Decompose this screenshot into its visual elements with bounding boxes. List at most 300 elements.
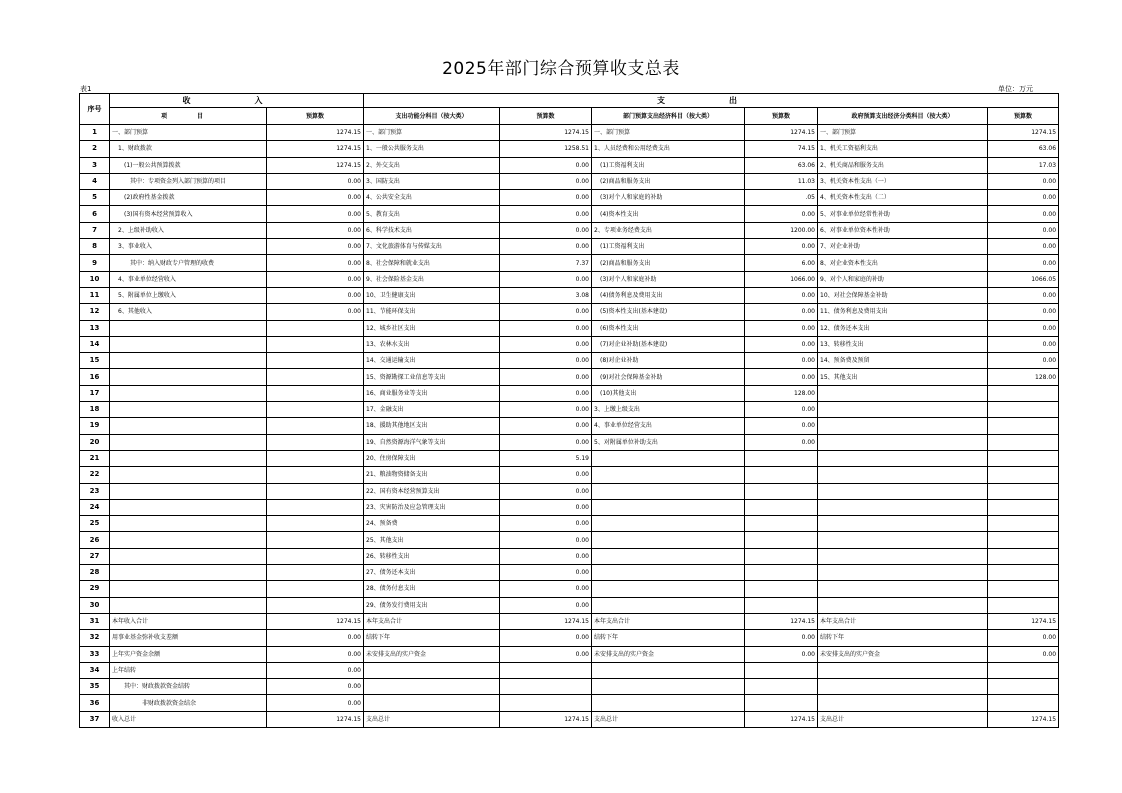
income-value: 0.00 bbox=[267, 206, 364, 222]
dept-econ-item: 2、专项业务经费支出 bbox=[592, 222, 745, 238]
func-class-value bbox=[500, 679, 592, 695]
income-item bbox=[110, 548, 267, 564]
gov-econ-item: 9、对个人和家庭的补助 bbox=[818, 271, 988, 287]
dept-econ-value bbox=[745, 516, 818, 532]
func-class-item bbox=[364, 679, 500, 695]
gov-econ-value: 0.00 bbox=[988, 206, 1059, 222]
func-class-value: 0.00 bbox=[500, 304, 592, 320]
row-seq: 18 bbox=[80, 402, 110, 418]
income-value: 1274.15 bbox=[267, 711, 364, 727]
func-class-item: 支出总计 bbox=[364, 711, 500, 727]
func-class-value: 0.00 bbox=[500, 320, 592, 336]
income-value: 0.00 bbox=[267, 679, 364, 695]
gov-econ-item bbox=[818, 467, 988, 483]
gov-econ-item: 5、对事业单位经常性补助 bbox=[818, 206, 988, 222]
func-class-value bbox=[500, 662, 592, 678]
row-seq: 30 bbox=[80, 597, 110, 613]
func-class-item: 1、一般公共服务支出 bbox=[364, 141, 500, 157]
income-item: 上年结转 bbox=[110, 662, 267, 678]
dept-econ-value bbox=[745, 581, 818, 597]
income-value bbox=[267, 434, 364, 450]
row-seq: 10 bbox=[80, 271, 110, 287]
dept-econ-value: 0.00 bbox=[745, 320, 818, 336]
row-seq: 31 bbox=[80, 613, 110, 629]
gov-econ-item bbox=[818, 385, 988, 401]
header-dept-econ: 部门预算支出经济科目（按大类） bbox=[592, 108, 745, 125]
table-row bbox=[80, 271, 1059, 287]
income-value: 0.00 bbox=[267, 630, 364, 646]
row-seq: 33 bbox=[80, 646, 110, 662]
income-value: 0.00 bbox=[267, 287, 364, 303]
dept-econ-value: 74.15 bbox=[745, 141, 818, 157]
func-class-item: 14、交通运输支出 bbox=[364, 353, 500, 369]
gov-econ-value: 0.00 bbox=[988, 336, 1059, 352]
income-item: 其中：纳入财政专户管理的收费 bbox=[110, 255, 267, 271]
income-item bbox=[110, 369, 267, 385]
table-row bbox=[80, 157, 1059, 173]
income-value bbox=[267, 369, 364, 385]
page-title: 2025年部门综合预算收支总表 bbox=[442, 59, 680, 79]
table-row bbox=[80, 255, 1059, 271]
func-class-value: 0.00 bbox=[500, 402, 592, 418]
income-item: 3、事业收入 bbox=[110, 239, 267, 255]
header-gov-econ: 政府预算支出经济分类科目（按大类） bbox=[818, 108, 988, 125]
row-seq: 7 bbox=[80, 222, 110, 238]
dept-econ-item bbox=[592, 467, 745, 483]
func-class-item: 28、债务付息支出 bbox=[364, 581, 500, 597]
gov-econ-item bbox=[818, 402, 988, 418]
gov-econ-value: 1066.05 bbox=[988, 271, 1059, 287]
gov-econ-value bbox=[988, 565, 1059, 581]
row-seq: 34 bbox=[80, 662, 110, 678]
income-value: 0.00 bbox=[267, 222, 364, 238]
income-item bbox=[110, 385, 267, 401]
income-item: 1、财政拨款 bbox=[110, 141, 267, 157]
func-class-item: 23、灾害防治及应急管理支出 bbox=[364, 499, 500, 515]
table-row bbox=[80, 222, 1059, 238]
func-class-item: 11、节能环保支出 bbox=[364, 304, 500, 320]
dept-econ-item: (9)对社会保障基金补助 bbox=[592, 369, 745, 385]
table-row bbox=[80, 206, 1059, 222]
row-seq: 28 bbox=[80, 565, 110, 581]
func-class-value: 1274.15 bbox=[500, 125, 592, 141]
dept-econ-value: 1274.15 bbox=[745, 613, 818, 629]
dept-econ-item bbox=[592, 662, 745, 678]
dept-econ-value: 11.03 bbox=[745, 173, 818, 189]
func-class-item: 20、住房保障支出 bbox=[364, 450, 500, 466]
gov-econ-item: 2、机关商品和服务支出 bbox=[818, 157, 988, 173]
func-class-item bbox=[364, 662, 500, 678]
func-class-item: 2、外交支出 bbox=[364, 157, 500, 173]
table-row bbox=[80, 499, 1059, 515]
unit-label: 单位：万元 bbox=[998, 85, 1033, 93]
dept-econ-value bbox=[745, 597, 818, 613]
header-budget: 预算数 bbox=[745, 108, 818, 125]
income-value: 0.00 bbox=[267, 304, 364, 320]
func-class-value: 0.00 bbox=[500, 548, 592, 564]
gov-econ-value: 0.00 bbox=[988, 320, 1059, 336]
gov-econ-value: 0.00 bbox=[988, 287, 1059, 303]
income-value: 0.00 bbox=[267, 271, 364, 287]
income-item: 本年收入合计 bbox=[110, 613, 267, 629]
func-class-value: 7.37 bbox=[500, 255, 592, 271]
gov-econ-value bbox=[988, 418, 1059, 434]
func-class-item: 10、卫生健康支出 bbox=[364, 287, 500, 303]
dept-econ-value: 0.00 bbox=[745, 402, 818, 418]
dept-econ-item: (5)资本性支出(基本建设) bbox=[592, 304, 745, 320]
income-value: 0.00 bbox=[267, 695, 364, 711]
dept-econ-value: 0.00 bbox=[745, 206, 818, 222]
dept-econ-value bbox=[745, 499, 818, 515]
gov-econ-value bbox=[988, 385, 1059, 401]
func-class-item: 7、文化旅游体育与传媒支出 bbox=[364, 239, 500, 255]
dept-econ-item bbox=[592, 516, 745, 532]
income-value: 0.00 bbox=[267, 662, 364, 678]
table-row bbox=[80, 679, 1059, 695]
gov-econ-item: 15、其他支出 bbox=[818, 369, 988, 385]
dept-econ-item: (3)对个人和家庭补助 bbox=[592, 271, 745, 287]
gov-econ-value: 0.00 bbox=[988, 190, 1059, 206]
income-value bbox=[267, 499, 364, 515]
income-item: 2、上级补助收入 bbox=[110, 222, 267, 238]
gov-econ-item: 一、部门预算 bbox=[818, 125, 988, 141]
table-row bbox=[80, 597, 1059, 613]
func-class-item: 22、国有资本经营预算支出 bbox=[364, 483, 500, 499]
func-class-item: 未安排支出的实户资金 bbox=[364, 646, 500, 662]
income-item bbox=[110, 336, 267, 352]
row-seq: 15 bbox=[80, 353, 110, 369]
row-seq: 4 bbox=[80, 173, 110, 189]
row-seq: 6 bbox=[80, 206, 110, 222]
table-row bbox=[80, 190, 1059, 206]
func-class-value: 0.00 bbox=[500, 173, 592, 189]
gov-econ-item: 8、对企业资本性支出 bbox=[818, 255, 988, 271]
gov-econ-item bbox=[818, 532, 988, 548]
income-item bbox=[110, 499, 267, 515]
income-item: (1)一般公共预算拨款 bbox=[110, 157, 267, 173]
dept-econ-item bbox=[592, 532, 745, 548]
dept-econ-value bbox=[745, 483, 818, 499]
dept-econ-value: 0.00 bbox=[745, 434, 818, 450]
dept-econ-value: 0.00 bbox=[745, 418, 818, 434]
table-row bbox=[80, 125, 1059, 141]
row-seq: 1 bbox=[80, 125, 110, 141]
func-class-item: 26、转移性支出 bbox=[364, 548, 500, 564]
dept-econ-value bbox=[745, 679, 818, 695]
dept-econ-item: (3)对个人和家庭的补助 bbox=[592, 190, 745, 206]
income-value bbox=[267, 516, 364, 532]
func-class-item: 29、债务发行费用支出 bbox=[364, 597, 500, 613]
func-class-item: 27、债务还本支出 bbox=[364, 565, 500, 581]
income-value: 1274.15 bbox=[267, 157, 364, 173]
dept-econ-value: 0.00 bbox=[745, 630, 818, 646]
func-class-value: 0.00 bbox=[500, 369, 592, 385]
income-value bbox=[267, 385, 364, 401]
gov-econ-value bbox=[988, 695, 1059, 711]
dept-econ-value bbox=[745, 662, 818, 678]
func-class-value: 0.00 bbox=[500, 434, 592, 450]
func-class-item: 15、资源勘探工业信息等支出 bbox=[364, 369, 500, 385]
dept-econ-item bbox=[592, 679, 745, 695]
table-row bbox=[80, 336, 1059, 352]
dept-econ-item bbox=[592, 695, 745, 711]
header-expense: 支 出 bbox=[364, 94, 1059, 108]
table-row bbox=[80, 369, 1059, 385]
dept-econ-value: 0.00 bbox=[745, 646, 818, 662]
gov-econ-item bbox=[818, 679, 988, 695]
row-seq: 19 bbox=[80, 418, 110, 434]
income-item bbox=[110, 418, 267, 434]
func-class-item: 24、预备费 bbox=[364, 516, 500, 532]
dept-econ-value: 63.06 bbox=[745, 157, 818, 173]
gov-econ-value bbox=[988, 483, 1059, 499]
gov-econ-value: 1274.15 bbox=[988, 125, 1059, 141]
table-row bbox=[80, 548, 1059, 564]
table-row bbox=[80, 418, 1059, 434]
func-class-item: 本年支出合计 bbox=[364, 613, 500, 629]
row-seq: 14 bbox=[80, 336, 110, 352]
dept-econ-value: 1200.00 bbox=[745, 222, 818, 238]
gov-econ-value bbox=[988, 597, 1059, 613]
income-item bbox=[110, 581, 267, 597]
func-class-item: 6、科学技术支出 bbox=[364, 222, 500, 238]
income-item: (2)政府性基金拨款 bbox=[110, 190, 267, 206]
header-row-columns bbox=[80, 108, 1059, 125]
gov-econ-value: 0.00 bbox=[988, 173, 1059, 189]
gov-econ-value: 128.00 bbox=[988, 369, 1059, 385]
header-row-groups bbox=[80, 94, 1059, 108]
dept-econ-item: (2)商品和服务支出 bbox=[592, 255, 745, 271]
gov-econ-item: 本年支出合计 bbox=[818, 613, 988, 629]
income-item bbox=[110, 565, 267, 581]
row-seq: 29 bbox=[80, 581, 110, 597]
gov-econ-item: 7、对企业补助 bbox=[818, 239, 988, 255]
income-value bbox=[267, 597, 364, 613]
table-row bbox=[80, 613, 1059, 629]
gov-econ-value: 0.00 bbox=[988, 353, 1059, 369]
func-class-value: 0.00 bbox=[500, 483, 592, 499]
table-row bbox=[80, 581, 1059, 597]
func-class-value: 1274.15 bbox=[500, 613, 592, 629]
func-class-value: 0.00 bbox=[500, 597, 592, 613]
func-class-value: 0.00 bbox=[500, 581, 592, 597]
row-seq: 21 bbox=[80, 450, 110, 466]
income-item bbox=[110, 450, 267, 466]
table-row bbox=[80, 239, 1059, 255]
header-item: 项 目 bbox=[110, 108, 267, 125]
gov-econ-item bbox=[818, 499, 988, 515]
func-class-item: 25、其他支出 bbox=[364, 532, 500, 548]
func-class-item: 21、粮油物资储备支出 bbox=[364, 467, 500, 483]
gov-econ-item: 12、债务还本支出 bbox=[818, 320, 988, 336]
income-item: 用事业基金弥补收支差额 bbox=[110, 630, 267, 646]
gov-econ-value bbox=[988, 516, 1059, 532]
row-seq: 37 bbox=[80, 711, 110, 727]
func-class-value: 0.00 bbox=[500, 467, 592, 483]
income-item: 上年实户资金余额 bbox=[110, 646, 267, 662]
income-item bbox=[110, 532, 267, 548]
gov-econ-value: 0.00 bbox=[988, 255, 1059, 271]
table-number: 表1 bbox=[80, 85, 92, 93]
dept-econ-value: 0.00 bbox=[745, 287, 818, 303]
income-item: (3)国有资本经营预算收入 bbox=[110, 206, 267, 222]
func-class-value: 0.00 bbox=[500, 239, 592, 255]
income-value: 0.00 bbox=[267, 190, 364, 206]
table-row bbox=[80, 304, 1059, 320]
income-item bbox=[110, 320, 267, 336]
func-class-value: 0.00 bbox=[500, 646, 592, 662]
func-class-value: 0.00 bbox=[500, 190, 592, 206]
table-row bbox=[80, 467, 1059, 483]
row-seq: 16 bbox=[80, 369, 110, 385]
dept-econ-item: (10)其他支出 bbox=[592, 385, 745, 401]
table-row bbox=[80, 630, 1059, 646]
income-item: 其中：专项资金列入部门预算的项目 bbox=[110, 173, 267, 189]
dept-econ-item: 未安排支出的实户资金 bbox=[592, 646, 745, 662]
gov-econ-value: 0.00 bbox=[988, 304, 1059, 320]
gov-econ-value bbox=[988, 662, 1059, 678]
gov-econ-item bbox=[818, 434, 988, 450]
table-row bbox=[80, 483, 1059, 499]
dept-econ-value: 1274.15 bbox=[745, 125, 818, 141]
gov-econ-item: 3、机关资本性支出（一） bbox=[818, 173, 988, 189]
table-row bbox=[80, 287, 1059, 303]
dept-econ-item: (1)工资福利支出 bbox=[592, 239, 745, 255]
header-func-class: 支出功能分科目（按大类） bbox=[364, 108, 500, 125]
func-class-value: 0.00 bbox=[500, 336, 592, 352]
income-value: 1274.15 bbox=[267, 613, 364, 629]
gov-econ-value: 0.00 bbox=[988, 222, 1059, 238]
dept-econ-item bbox=[592, 548, 745, 564]
dept-econ-item: (4)资本性支出 bbox=[592, 206, 745, 222]
gov-econ-item: 14、预备费及预留 bbox=[818, 353, 988, 369]
income-value bbox=[267, 336, 364, 352]
func-class-item bbox=[364, 695, 500, 711]
func-class-value: 0.00 bbox=[500, 499, 592, 515]
gov-econ-item bbox=[818, 565, 988, 581]
row-seq: 25 bbox=[80, 516, 110, 532]
table-body bbox=[80, 125, 1059, 728]
gov-econ-value: 0.00 bbox=[988, 646, 1059, 662]
gov-econ-item: 结转下年 bbox=[818, 630, 988, 646]
gov-econ-value: 63.06 bbox=[988, 141, 1059, 157]
dept-econ-value bbox=[745, 695, 818, 711]
row-seq: 13 bbox=[80, 320, 110, 336]
income-value: 1274.15 bbox=[267, 125, 364, 141]
dept-econ-value bbox=[745, 548, 818, 564]
gov-econ-item: 1、机关工资福利支出 bbox=[818, 141, 988, 157]
income-item: 非财政拨款资金结余 bbox=[110, 695, 267, 711]
gov-econ-item bbox=[818, 548, 988, 564]
income-item bbox=[110, 597, 267, 613]
dept-econ-value: .05 bbox=[745, 190, 818, 206]
income-item bbox=[110, 353, 267, 369]
income-value bbox=[267, 320, 364, 336]
dept-econ-item: (8)对企业补助 bbox=[592, 353, 745, 369]
func-class-item: 结转下年 bbox=[364, 630, 500, 646]
dept-econ-item: 结转下年 bbox=[592, 630, 745, 646]
gov-econ-item: 支出总计 bbox=[818, 711, 988, 727]
func-class-value: 0.00 bbox=[500, 157, 592, 173]
dept-econ-item: 4、事业单位经营支出 bbox=[592, 418, 745, 434]
income-value: 1274.15 bbox=[267, 141, 364, 157]
table-row bbox=[80, 450, 1059, 466]
gov-econ-value: 0.00 bbox=[988, 239, 1059, 255]
gov-econ-item: 6、对事业单位资本性补助 bbox=[818, 222, 988, 238]
gov-econ-value bbox=[988, 548, 1059, 564]
gov-econ-value bbox=[988, 467, 1059, 483]
dept-econ-item: (6)资本性支出 bbox=[592, 320, 745, 336]
row-seq: 5 bbox=[80, 190, 110, 206]
dept-econ-value bbox=[745, 467, 818, 483]
gov-econ-value bbox=[988, 450, 1059, 466]
dept-econ-item: 本年支出合计 bbox=[592, 613, 745, 629]
dept-econ-item: 3、上缴上级支出 bbox=[592, 402, 745, 418]
income-item bbox=[110, 402, 267, 418]
income-value bbox=[267, 581, 364, 597]
dept-econ-item: 支出总计 bbox=[592, 711, 745, 727]
row-seq: 12 bbox=[80, 304, 110, 320]
row-seq: 24 bbox=[80, 499, 110, 515]
income-item: 一、部门预算 bbox=[110, 125, 267, 141]
gov-econ-item bbox=[818, 450, 988, 466]
table-row bbox=[80, 141, 1059, 157]
row-seq: 22 bbox=[80, 467, 110, 483]
func-class-value: 0.00 bbox=[500, 418, 592, 434]
func-class-item: 16、商业服务业等支出 bbox=[364, 385, 500, 401]
row-seq: 27 bbox=[80, 548, 110, 564]
dept-econ-value: 0.00 bbox=[745, 353, 818, 369]
func-class-value: 3.08 bbox=[500, 287, 592, 303]
gov-econ-value bbox=[988, 532, 1059, 548]
func-class-item: 9、社会保险基金支出 bbox=[364, 271, 500, 287]
gov-econ-item: 13、转移性支出 bbox=[818, 336, 988, 352]
gov-econ-item: 10、对社会保障基金补助 bbox=[818, 287, 988, 303]
income-value bbox=[267, 565, 364, 581]
func-class-value: 1258.51 bbox=[500, 141, 592, 157]
func-class-value: 0.00 bbox=[500, 630, 592, 646]
func-class-value: 0.00 bbox=[500, 385, 592, 401]
table-row bbox=[80, 646, 1059, 662]
row-seq: 36 bbox=[80, 695, 110, 711]
income-value: 0.00 bbox=[267, 255, 364, 271]
header-budget: 预算数 bbox=[500, 108, 592, 125]
table-row bbox=[80, 385, 1059, 401]
table-row bbox=[80, 173, 1059, 189]
dept-econ-item: (1)工资福利支出 bbox=[592, 157, 745, 173]
func-class-item: 5、教育支出 bbox=[364, 206, 500, 222]
header-seq: 序号 bbox=[80, 94, 110, 125]
income-value bbox=[267, 483, 364, 499]
func-class-value: 0.00 bbox=[500, 565, 592, 581]
func-class-item: 17、金融支出 bbox=[364, 402, 500, 418]
income-item: 其中：财政拨款资金结转 bbox=[110, 679, 267, 695]
func-class-value: 0.00 bbox=[500, 353, 592, 369]
gov-econ-value bbox=[988, 499, 1059, 515]
table-row bbox=[80, 402, 1059, 418]
dept-econ-item bbox=[592, 499, 745, 515]
income-value: 0.00 bbox=[267, 173, 364, 189]
income-value bbox=[267, 548, 364, 564]
dept-econ-item bbox=[592, 450, 745, 466]
income-item: 6、其他收入 bbox=[110, 304, 267, 320]
dept-econ-item: (4)债务利息及费用支出 bbox=[592, 287, 745, 303]
func-class-item: 8、社会保障和就业支出 bbox=[364, 255, 500, 271]
func-class-item: 13、农林水支出 bbox=[364, 336, 500, 352]
income-value: 0.00 bbox=[267, 239, 364, 255]
income-value bbox=[267, 418, 364, 434]
income-value bbox=[267, 532, 364, 548]
